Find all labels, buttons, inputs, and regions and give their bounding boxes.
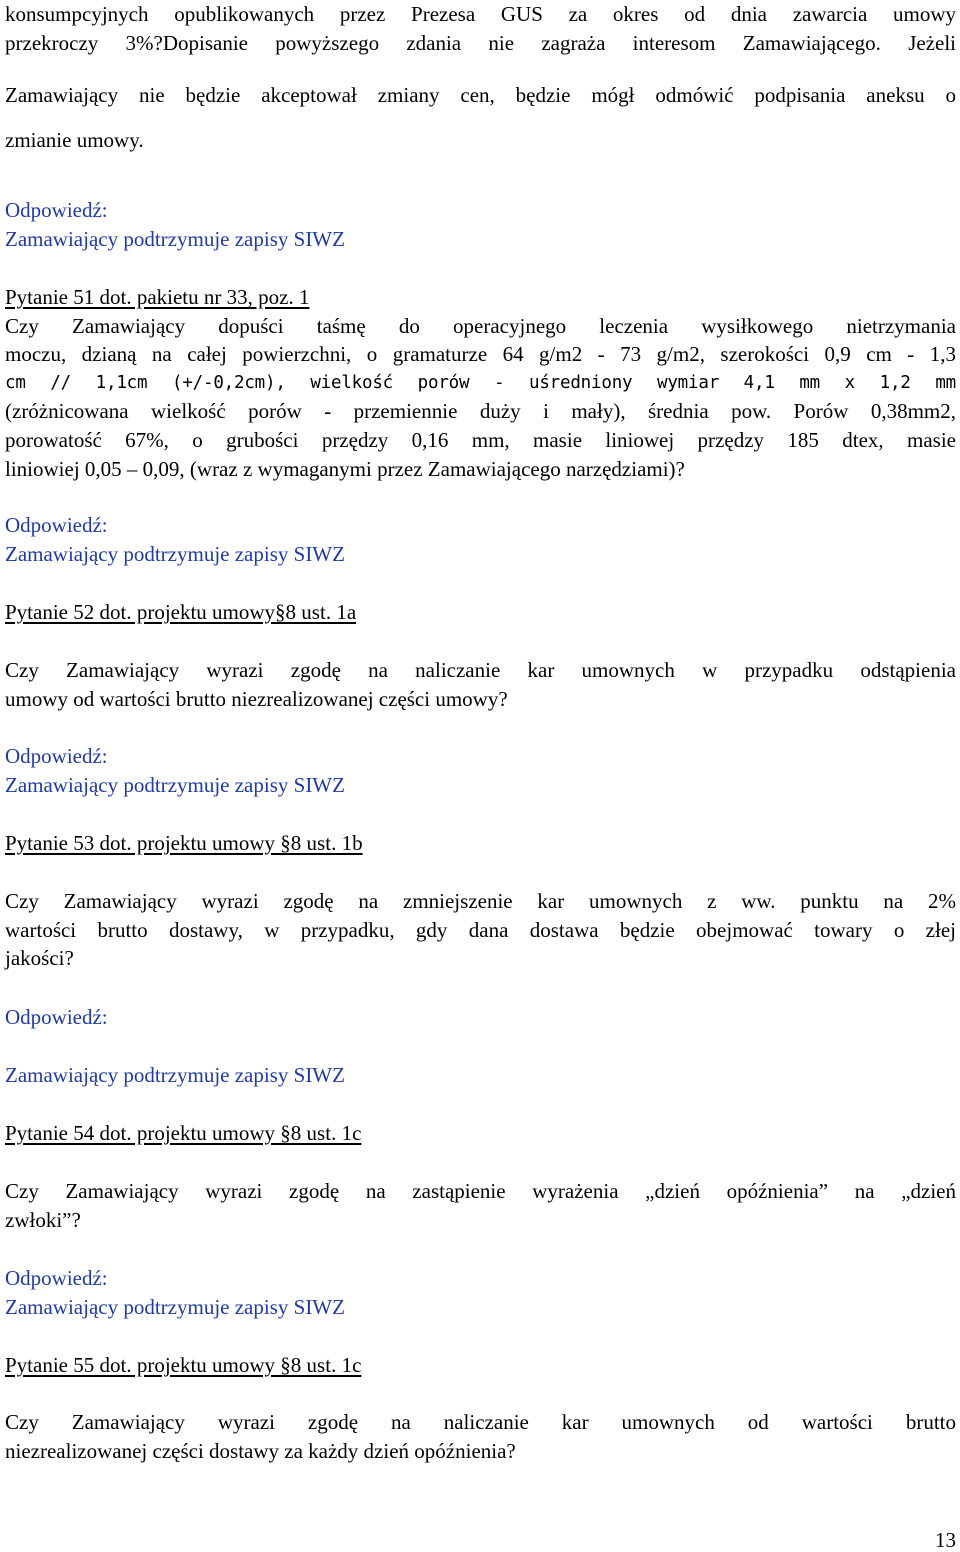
question-53-line: jakości?	[5, 946, 74, 970]
answer-text: Zamawiający podtrzymuje zapisy SIWZ	[5, 773, 345, 797]
answer-label: Odpowiedź:	[5, 513, 108, 537]
question-51-title: Pytanie 51 dot. pakietu nr 33, poz. 1	[5, 285, 310, 309]
intro-line: konsumpcyjnych opublikowanych przez Prezesa GUS za okres od dnia zawarcia umowy	[5, 2, 956, 26]
answer-text: Zamawiający podtrzymuje zapisy SIWZ	[5, 542, 345, 566]
answer-text: Zamawiający podtrzymuje zapisy SIWZ	[5, 227, 345, 251]
answer-text: Zamawiający podtrzymuje zapisy SIWZ	[5, 1063, 345, 1087]
answer-label: Odpowiedź:	[5, 1266, 108, 1290]
question-51-line: moczu, dzianą na całej powierzchni, o gramaturze 64 g/m2 - 73 g/m2, szerokości 0,9 cm - 1,3	[5, 342, 956, 366]
question-53-line: wartości brutto dostawy, w przypadku, gdy dana dostawa będzie obejmować towary o złej	[5, 918, 956, 942]
question-51-line: porowatość 67%, o grubości przędzy 0,16 mm, masie liniowej przędzy 185 dtex, masie	[5, 428, 956, 452]
question-54-line: Czy Zamawiający wyrazi zgodę na zastąpienie wyrażenia „dzień opóźnienia” na „dzień	[5, 1179, 956, 1203]
question-55-line: niezrealizowanej części dostawy za każdy dzień opóźnienia?	[5, 1439, 516, 1463]
question-53-title: Pytanie 53 dot. projektu umowy §8 ust. 1b	[5, 831, 363, 855]
question-54-line: zwłoki”?	[5, 1208, 81, 1232]
question-52-title: Pytanie 52 dot. projektu umowy§8 ust. 1a	[5, 600, 357, 624]
intro-line: zmianie umowy.	[5, 128, 144, 152]
answer-label: Odpowiedź:	[5, 1005, 108, 1029]
question-55-line: Czy Zamawiający wyrazi zgodę na naliczanie kar umownych od wartości brutto	[5, 1410, 956, 1434]
question-51-line: (zróżnicowana wielkość porów - przemiennie duży i mały), średnia pow. Porów 0,38mm2,	[5, 399, 956, 423]
question-53-line: Czy Zamawiający wyrazi zgodę na zmniejszenie kar umownych z ww. punktu na 2%	[5, 889, 956, 913]
question-52-line: umowy od wartości brutto niezrealizowanej części umowy?	[5, 687, 508, 711]
question-52-line: Czy Zamawiający wyrazi zgodę na naliczanie kar umownych w przypadku odstąpienia	[5, 658, 956, 682]
question-55-title: Pytanie 55 dot. projektu umowy §8 ust. 1c	[5, 1353, 362, 1377]
intro-line: przekroczy 3%?Dopisanie powyższego zdania nie zagraża interesom Zamawiającego. Jeżeli	[5, 31, 956, 55]
question-51-line: liniowiej 0,05 – 0,09, (wraz z wymaganymi przez Zamawiającego narzędziami)?	[5, 457, 685, 481]
question-51-line: Czy Zamawiający dopuści taśmę do operacyjnego leczenia wysiłkowego nietrzymania	[5, 314, 956, 338]
question-54-title: Pytanie 54 dot. projektu umowy §8 ust. 1c	[5, 1121, 362, 1145]
question-51-line: cm // 1,1cm (+/-0,2cm), wielkość porów - uśredniony wymiar 4,1 mm x 1,2 mm	[5, 373, 956, 393]
answer-label: Odpowiedź:	[5, 198, 108, 222]
intro-line: Zamawiający nie będzie akceptował zmiany cen, będzie mógł odmówić podpisania aneksu o	[5, 83, 956, 107]
page-number: 13	[935, 1528, 956, 1552]
answer-text: Zamawiający podtrzymuje zapisy SIWZ	[5, 1295, 345, 1319]
answer-label: Odpowiedź:	[5, 744, 108, 768]
